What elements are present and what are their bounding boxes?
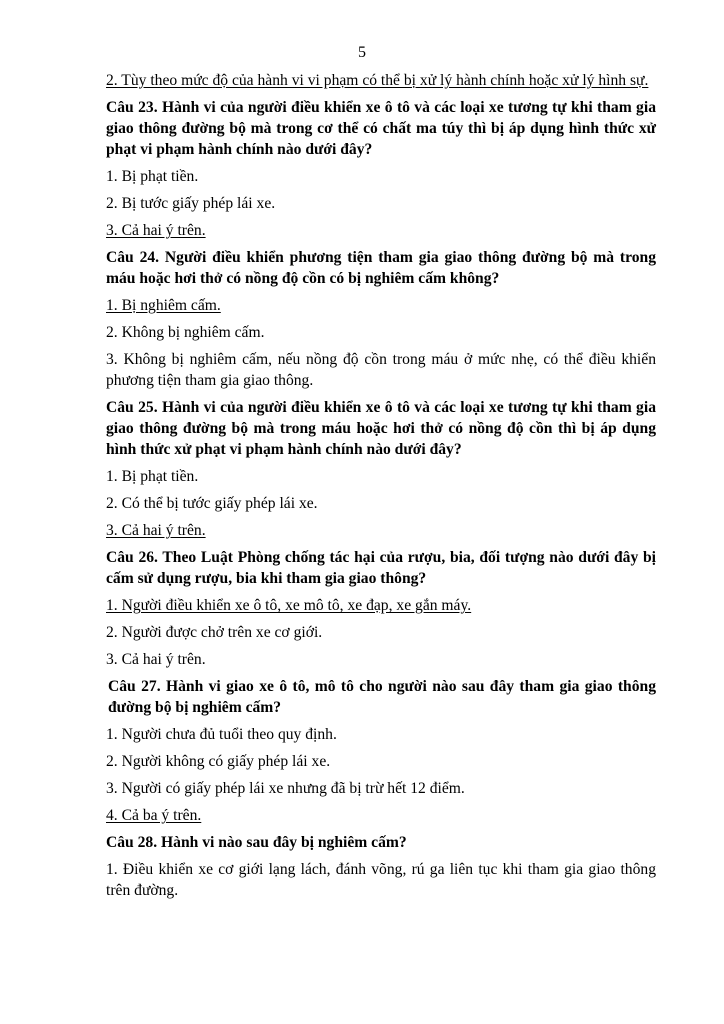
answer-option: 1. Người chưa đủ tuổi theo quy định.	[106, 726, 337, 743]
answer-option: 3. Cả hai ý trên.	[106, 651, 206, 668]
question-28: Câu 28. Hành vi nào sau đây bị nghiêm cấm?	[106, 834, 407, 851]
answer-option: 3. Người có giấy phép lái xe nhưng đã bị trừ hết 12 điểm.	[106, 780, 465, 797]
document-body	[106, 70, 656, 907]
answer-option: 2. Người không có giấy phép lái xe.	[106, 753, 331, 770]
answer-option: 2. Bị tước giấy phép lái xe.	[106, 195, 276, 212]
answer-option: 1. Bị phạt tiền.	[106, 168, 199, 185]
answer-option: 2. Không bị nghiêm cấm.	[106, 324, 265, 341]
answer-correct: 1. Người điều khiển xe ô tô, xe mô tô, xe đạp, xe gắn máy.	[106, 597, 472, 614]
answer-correct: 3. Cả hai ý trên.	[106, 222, 206, 239]
answer-correct: 1. Bị nghiêm cấm.	[106, 297, 221, 314]
answer-option: 2. Người được chở trên xe cơ giới.	[106, 624, 323, 641]
answer-option: 1. Bị phạt tiền.	[106, 468, 199, 485]
answer-correct: 4. Cả ba ý trên.	[106, 807, 202, 824]
answer-option: 2. Có thể bị tước giấy phép lái xe.	[106, 495, 318, 512]
answer-option: 1. Điều khiển xe cơ giới lạng lách, đánh võng, rú ga liên tục khi tham gia giao thông trên đường.	[106, 861, 656, 899]
question-26: Câu 26. Theo Luật Phòng chống tác hại của rượu, bia, đối tượng nào dưới đây bị cấm sử dụng rượu, bia khi tham gia giao thông?	[106, 549, 656, 587]
question-27: Câu 27. Hành vi giao xe ô tô, mô tô cho người nào sau đây tham gia giao thông đường bộ bị nghiêm cấm?	[108, 678, 656, 716]
answer-correct: 2. Tùy theo mức độ của hành vi vi phạm có thể bị xử lý hành chính hoặc xử lý hình sự.	[106, 72, 649, 89]
question-23: Câu 23. Hành vi của người điều khiển xe ô tô và các loại xe tương tự khi tham gia giao thông đường bộ mà trong cơ thể có chất ma túy thì bị áp dụng hình thức xử phạt vi phạm hành chính nào dưới đây?	[106, 99, 656, 158]
page-number: 5	[358, 44, 366, 61]
question-24: Câu 24. Người điều khiển phương tiện tham gia giao thông đường bộ mà trong máu hoặc hơi thở có nồng độ cồn có bị nghiêm cấm không?	[106, 249, 656, 287]
question-25: Câu 25. Hành vi của người điều khiển xe ô tô và các loại xe tương tự khi tham gia giao thông đường bộ mà trong máu hoặc hơi thở có nồng độ cồn thì bị áp dụng hình thức xử phạt vi phạm hành chính nào dưới đây?	[106, 399, 656, 458]
answer-option: 3. Không bị nghiêm cấm, nếu nồng độ cồn trong máu ở mức nhẹ, có thể điều khiển phương tiện tham gia giao thông.	[106, 351, 656, 389]
answer-correct: 3. Cả hai ý trên.	[106, 522, 206, 539]
